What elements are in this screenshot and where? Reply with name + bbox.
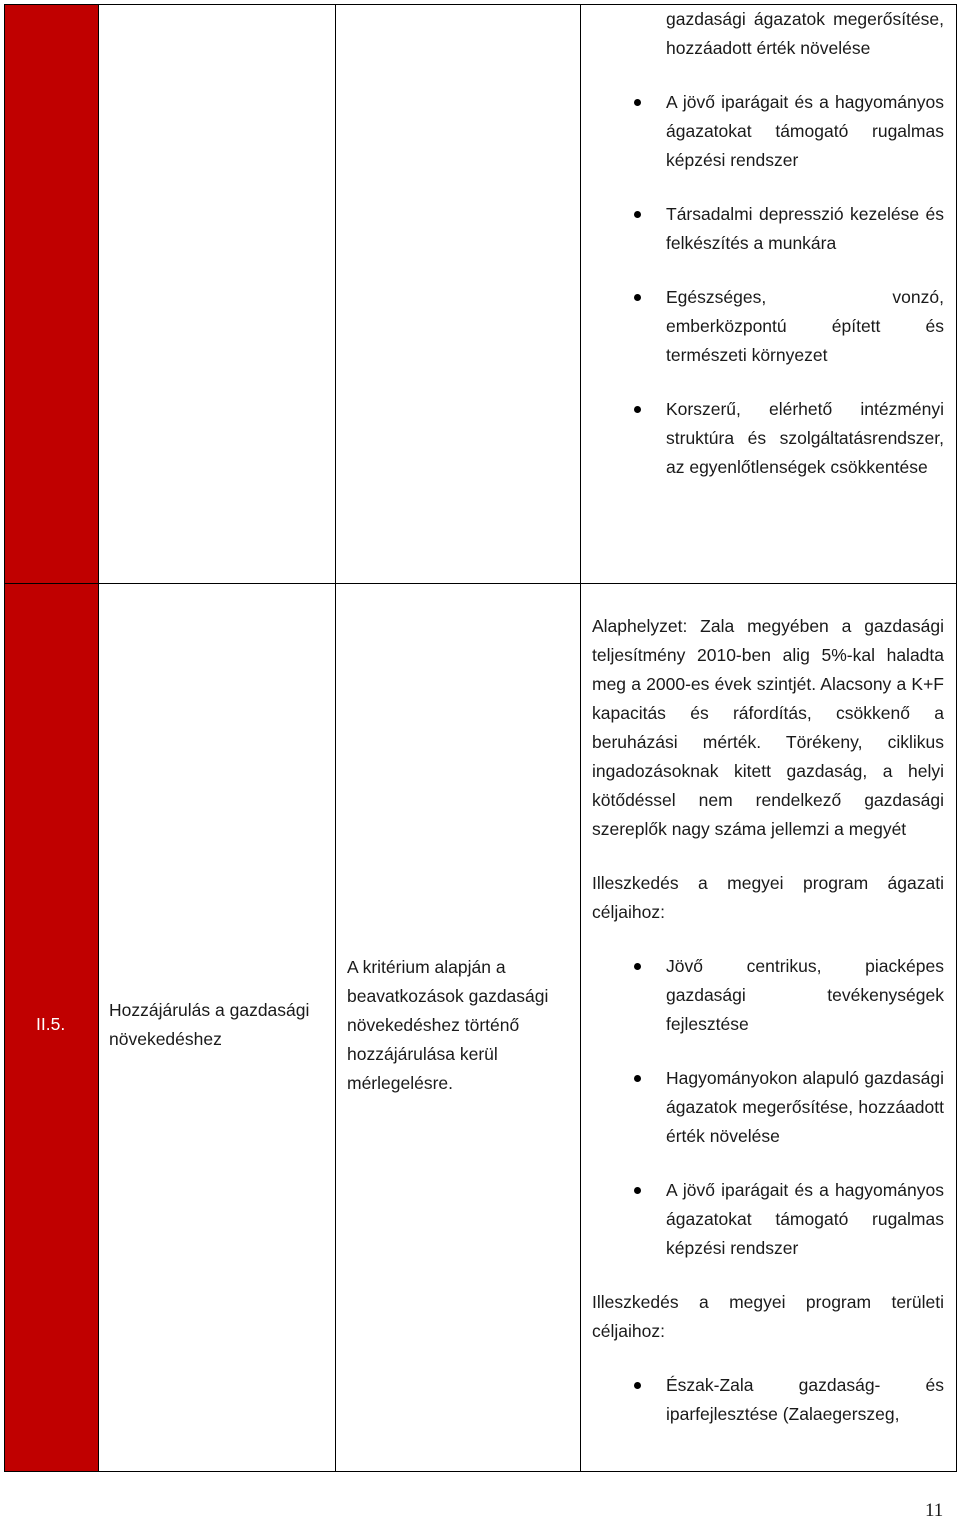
row-divider — [4, 583, 957, 584]
baseline-text: Alaphelyzet: Zala megyében a gazdasági teljesítmény 2010-ben alig 5%-kal haladta meg a 2000-es évek szintjét. Alacsony a K+F kapacitás és ráfordítás, csökkenő a beruházási mérték. Törékeny, ciklikus ingadozásoknak kitett gazdaság, a helyi kötődéssel nem rendelkező gazdasági szereplők nagy száma jellemzi a megyét — [592, 615, 944, 839]
bullet-icon — [634, 1382, 641, 1389]
bullet-icon — [634, 1187, 641, 1194]
list-item: Korszerű, elérhető intézményi struktúra és szolgáltatásrendszer, az egyenlőtlenségek csökkentése — [592, 395, 944, 482]
list-item: A jövő iparágait és a hagyományos ágazatokat támogató rugalmas képzési rendszer — [592, 1176, 944, 1263]
list-item: Észak-Zala gazdaság- és iparfejlesztése (Zalaegerszeg, — [592, 1371, 944, 1429]
top-row-right-cell — [592, 5, 944, 482]
table-border-left — [4, 4, 5, 1472]
bullet-icon — [634, 294, 641, 301]
sectoral-heading: Illeszkedés a megyei program ágazati céljaihoz: — [592, 872, 944, 922]
bullet-icon — [634, 406, 641, 413]
page-number: 11 — [925, 1500, 944, 1521]
continued-fragment: gazdasági ágazatok megerősítése, hozzáadott érték növelése — [666, 9, 944, 58]
bullet-icon — [634, 1075, 641, 1082]
row-code: II.5. — [36, 1014, 66, 1034]
table-border-bottom — [4, 1471, 957, 1472]
criterion-text: A kritérium alapján a beavatkozások gazdasági növekedéshez történő hozzájárulása kerül mérlegelésre. — [347, 957, 549, 1093]
list-item: Jövő centrikus, piacképes gazdasági tevékenységek fejlesztése — [592, 952, 944, 1039]
column-divider-2 — [335, 4, 336, 1472]
territorial-bullet-list — [592, 1371, 944, 1429]
bullet-icon — [634, 99, 641, 106]
column-divider-1 — [98, 4, 99, 1472]
bullet-icon — [634, 211, 641, 218]
top-row-code-cell — [5, 5, 98, 583]
column-divider-3 — [580, 4, 581, 1472]
top-row-bullet-list — [592, 88, 944, 482]
table-border-right — [956, 4, 957, 1472]
list-item: Társadalmi depresszió kezelése és felkészítés a munkára — [592, 200, 944, 258]
bullet-icon — [634, 963, 641, 970]
sectoral-bullet-list — [592, 952, 944, 1263]
list-item: A jövő iparágait és a hagyományos ágazatokat támogató rugalmas képzési rendszer — [592, 88, 944, 175]
row-title: Hozzájárulás a gazdasági növekedéshez — [109, 1000, 310, 1049]
list-item: Hagyományokon alapuló gazdasági ágazatok megerősítése, hozzáadott érték növelése — [592, 1064, 944, 1151]
territorial-heading: Illeszkedés a megyei program területi céljaihoz: — [592, 1291, 944, 1341]
row-right-cell — [592, 594, 944, 1429]
list-item: Egészséges, vonzó, emberközpontú épített és természeti környezet — [592, 283, 944, 370]
